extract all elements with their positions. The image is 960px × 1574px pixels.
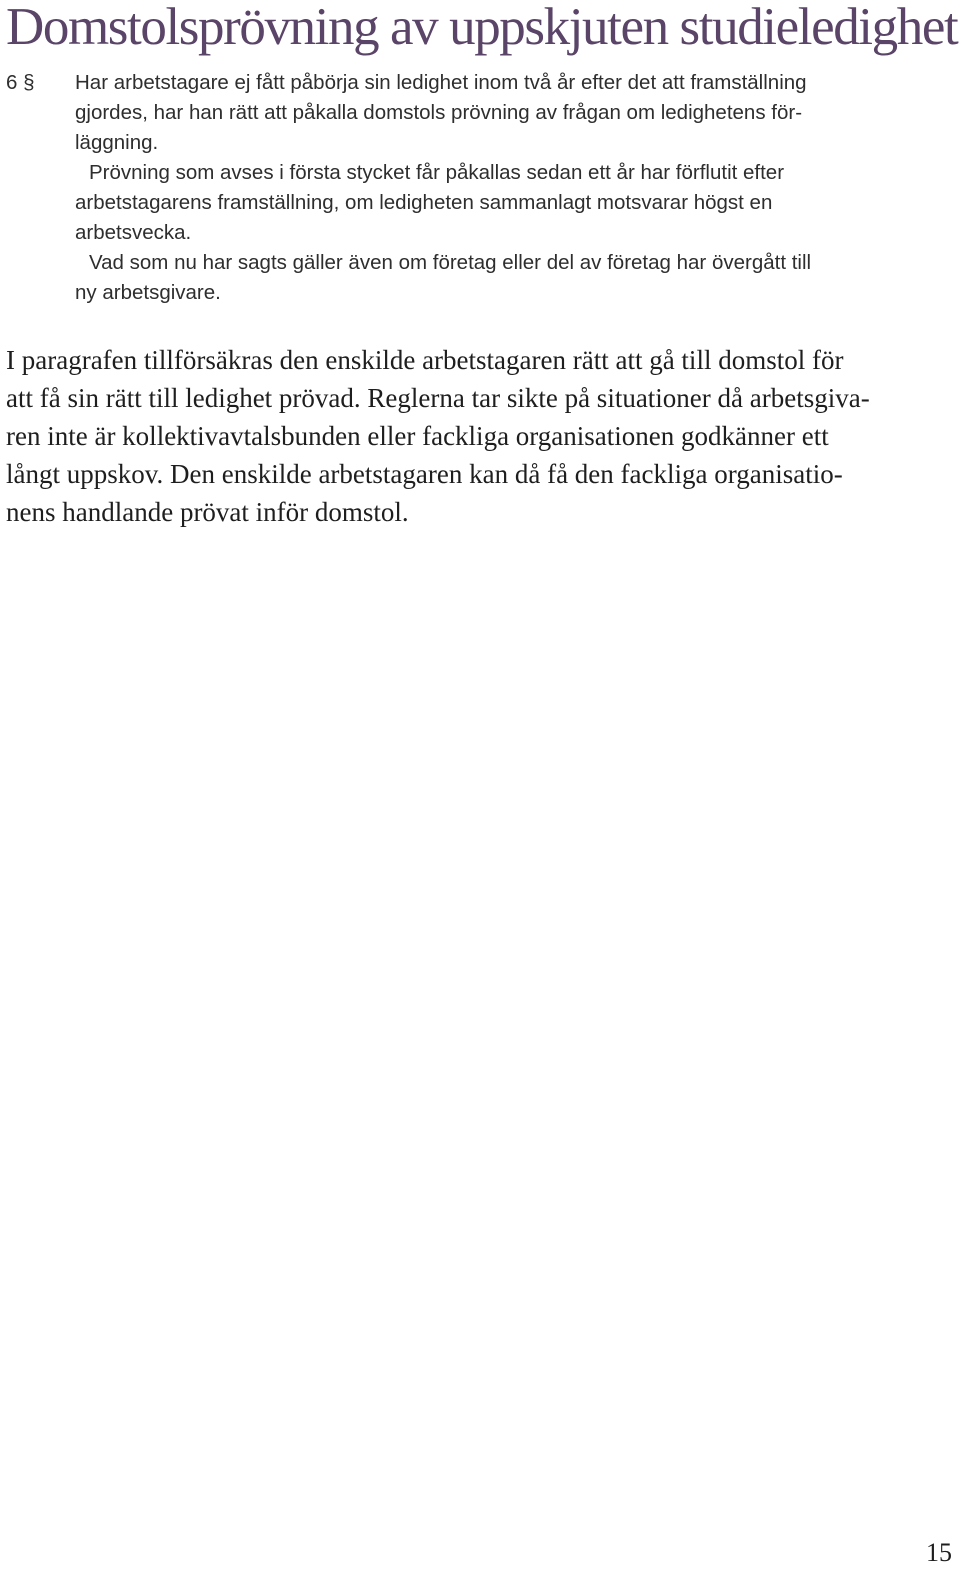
page-number: 15 — [926, 1538, 952, 1567]
law-line: gjordes, har han rätt att påkalla domstols prövning av frågan om ledighetens för- — [75, 101, 803, 124]
law-line: arbetstagarens framställning, om ledigheten sammanlagt motsvarar högst en — [75, 191, 773, 214]
commentary-line: I paragrafen tillförsäkras den enskilde arbetstagaren rätt att gå till domstol för — [6, 345, 844, 375]
law-line: läggning. — [75, 131, 159, 154]
commentary-line: långt uppskov. Den enskilde arbetstagaren kan då få den fackliga organisatio- — [6, 459, 843, 489]
law-section-body — [75, 68, 890, 308]
page-title: Domstolsprövning av uppskjuten studieledighet — [6, 0, 958, 56]
law-line: ny arbetsgivare. — [75, 281, 221, 304]
law-line: Vad som nu har sagts gäller även om företag eller del av företag har övergått till — [89, 251, 812, 274]
law-line: arbetsvecka. — [75, 221, 192, 244]
commentary-line: nens handlande prövat inför domstol. — [6, 497, 409, 527]
commentary-paragraph — [6, 341, 951, 531]
law-line: Prövning som avses i första stycket får påkallas sedan ett år har förflutit efter — [89, 161, 785, 184]
law-paragraph-1 — [75, 68, 890, 158]
commentary-line: ren inte är kollektivavtalsbunden eller fackliga organisationen godkänner ett — [6, 421, 829, 451]
law-line: Har arbetstagare ej fått påbörja sin ledighet inom två år efter det att framställning — [75, 71, 807, 94]
commentary-line: att få sin rätt till ledighet prövad. Reglerna tar sikte på situationer då arbetsgiva- — [6, 383, 870, 413]
law-paragraph-2 — [75, 158, 890, 248]
law-paragraph-3 — [75, 248, 890, 308]
section-number: 6 § — [6, 71, 35, 94]
